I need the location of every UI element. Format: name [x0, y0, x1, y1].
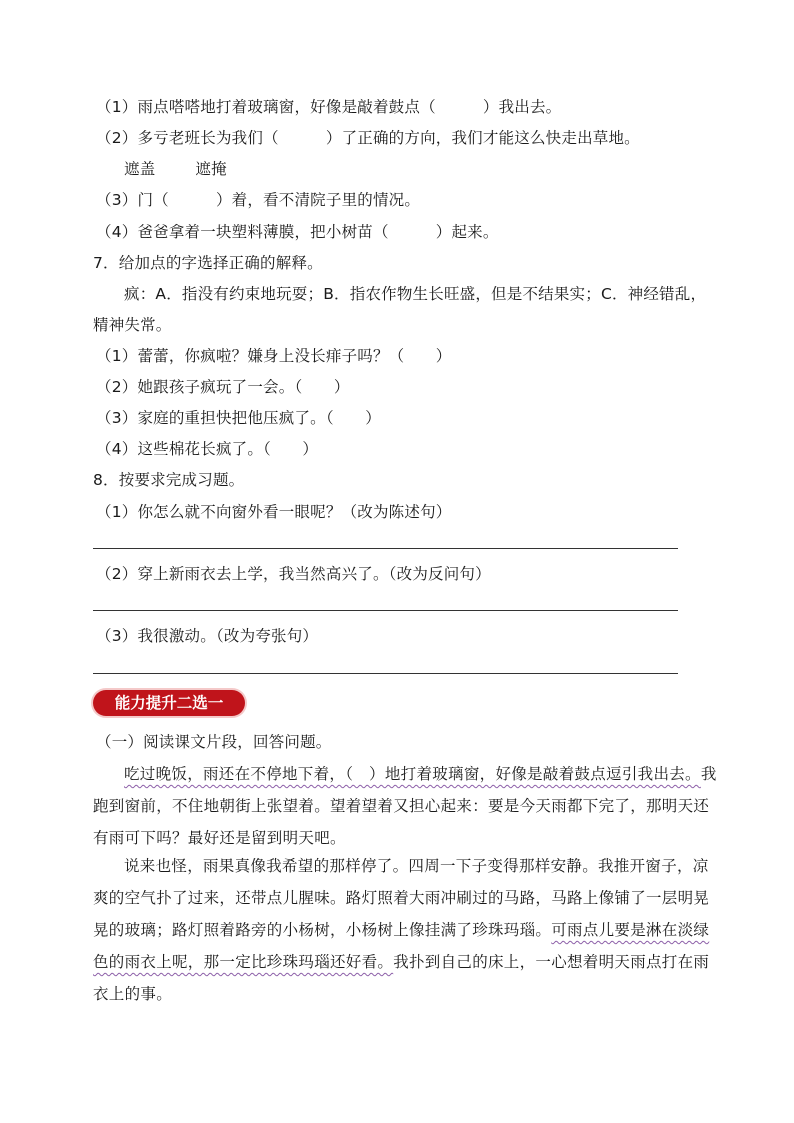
q7-item-1: （1）蕾蕾，你疯啦？嫌身上没长痱子吗？（ ） — [96, 347, 452, 365]
q7-item-4: （4）这些棉花长疯了。（ ） — [96, 440, 319, 458]
option-zheyan: 遮掩 — [195, 160, 227, 178]
paragraph-1-rest: 我跑到窗前，不住地朝街上张望着。望着望着又担心起来：要是今天雨都下完了，那明天还有雨可下吗？最好还是留到明天吧。 — [93, 765, 717, 847]
q8-item-1: （1）你怎么就不向窗外看一眼呢？（改为陈述句） — [96, 503, 452, 521]
passage-paragraph-1 — [93, 758, 723, 854]
q6-item-4: （4）爸爸拿着一块塑料薄膜，把小树苗（ ）起来。 — [96, 223, 499, 241]
paragraph-2-start: 说来也怪，雨果真像我希望的那样停了。四周一下子变得那样安静。我推开窗子，凉爽的空气扑了过来，还带点儿腥味。路灯照着大雨冲刷过的马路，马路上像铺了一层明晃晃的玻璃；路灯照着路旁的小杨树，小杨树上像挂满了珍珠玛瑙。 — [93, 857, 710, 939]
q6-options — [124, 159, 267, 179]
q7-definition-line2: 精神失常。 — [93, 316, 172, 334]
q6-item-3: （3）门（ ）着，看不清院子里的情况。 — [96, 191, 421, 209]
q8-item-2: （2）穿上新雨衣去上学，我当然高兴了。（改为反问句） — [96, 565, 491, 583]
q7-title: 7．给加点的字选择正确的解释。 — [93, 254, 323, 272]
q6-item-2: （2）多亏老班长为我们（ ）了正确的方向，我们才能这么快走出草地。 — [96, 129, 640, 147]
q7-definition-line1: 疯：A．指没有约束地玩耍；B．指农作物生长旺盛，但是不结果实；C．神经错乱， — [124, 285, 707, 303]
section-badge: 能力提升二选一 — [93, 690, 245, 716]
passage-paragraph-2 — [93, 850, 723, 1010]
q8-item-3: （3）我很激动。（改为夸张句） — [96, 627, 319, 645]
q7-item-2: （2）她跟孩子疯玩了一会。（ ） — [96, 378, 350, 396]
paragraph-2-end: 我扑到自己的床上，一心想着明天雨点打在雨衣上的事。 — [93, 953, 710, 1003]
wavy-underlined-sentence-1: 吃过晚饭，雨还在不停地下着，（ ）地打着玻璃窗，好像是敲着鼓点逗引我出去。 — [124, 765, 701, 783]
wavy-underlined-sentence-2: 可雨点儿要是淋在淡绿色的雨衣上呢，那一定比珍珠玛瑙还好看。 — [93, 921, 710, 971]
option-zhegai: 遮盖 — [124, 160, 156, 178]
q8-title: 8．按要求完成习题。 — [93, 471, 245, 489]
q6-item-1: （1）雨点嗒嗒地打着玻璃窗，好像是敲着鼓点（ ）我出去。 — [96, 98, 562, 116]
answer-line-3[interactable] — [93, 673, 678, 674]
section-instruction: （一）阅读课文片段，回答问题。 — [96, 733, 332, 751]
q7-item-3: （3）家庭的重担快把他压疯了。（ ） — [96, 409, 381, 427]
answer-line-2[interactable] — [93, 610, 678, 611]
answer-line-1[interactable] — [93, 548, 678, 549]
